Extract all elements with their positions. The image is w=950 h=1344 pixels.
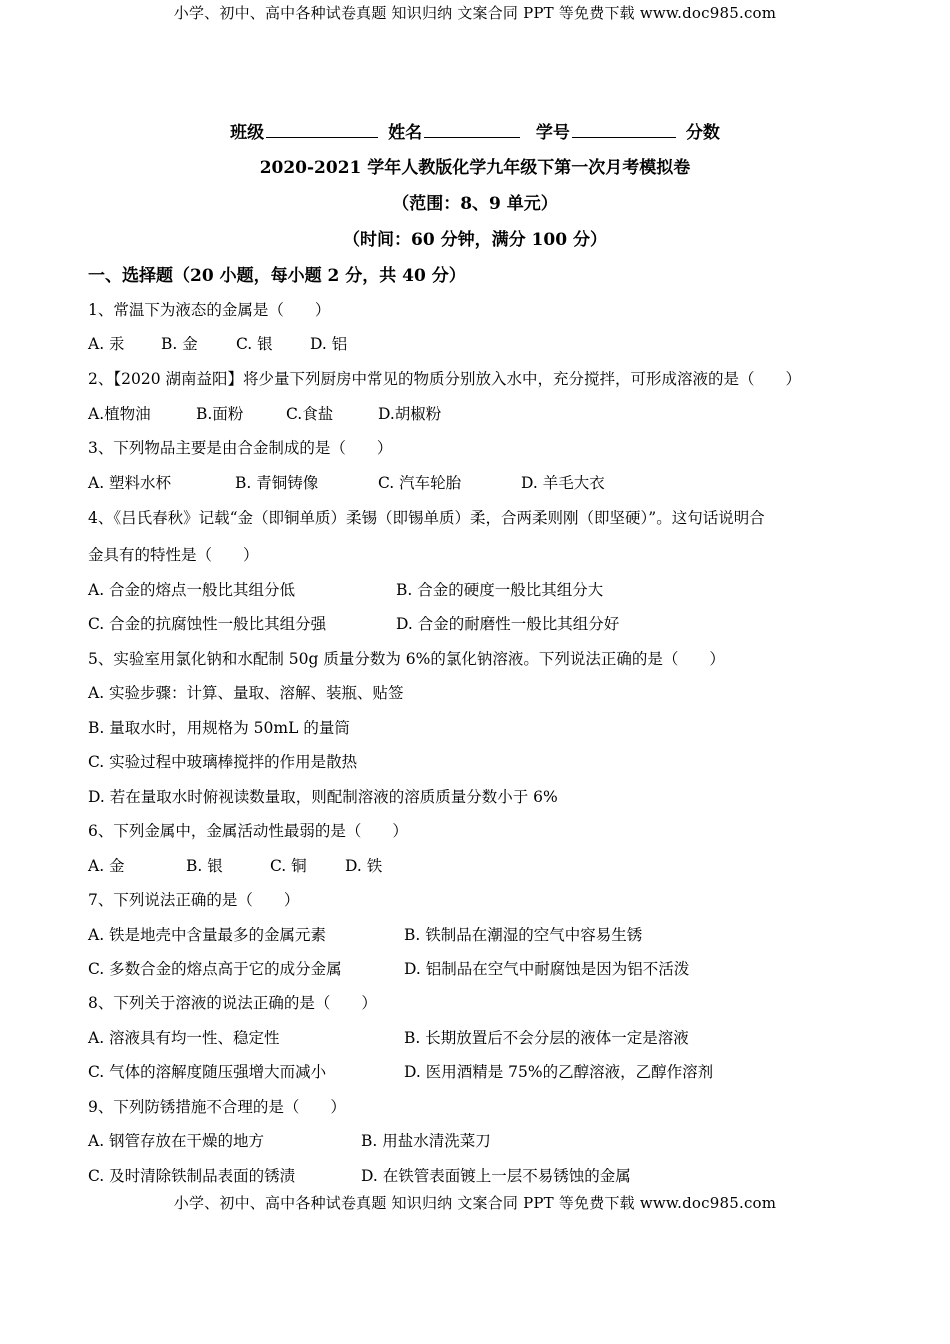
footer-banner: 小学、初中、高中各种试卷真题 知识归纳 文案合同 PPT 等免费下载 www.doc985.com (173, 1194, 777, 1212)
number-blank[interactable] (572, 121, 676, 138)
option: D. 医用酒精是 75%的乙醇溶液，乙醇作溶剂 (404, 1063, 714, 1081)
option: C. 实验过程中玻璃棒搅拌的作用是散热 (88, 753, 358, 771)
class-label: 班级 (230, 123, 265, 143)
option: D. 在铁管表面镀上一层不易锈蚀的金属 (361, 1167, 631, 1185)
option: C. 铜 (270, 857, 307, 875)
option: D. 合金的耐磨性一般比其组分好 (396, 615, 620, 633)
option: D.胡椒粉 (378, 405, 442, 423)
option: C. 多数合金的熔点高于它的成分金属 (88, 960, 342, 978)
option: D. 羊毛大衣 (521, 474, 605, 492)
option: B. 铁制品在潮湿的空气中容易生锈 (404, 926, 643, 944)
name-label: 姓名 (388, 123, 423, 143)
option: A. 汞 (88, 335, 125, 353)
option: A. 合金的熔点一般比其组分低 (88, 581, 296, 599)
question-5: 5、实验室用氯化钠和水配制 50g 质量分数为 6%的氯化钠溶液。下列说法正确的是（ ） (88, 650, 725, 668)
option: A. 溶液具有均一性、稳定性 (88, 1029, 280, 1047)
option: D. 铝 (310, 335, 348, 353)
option: C. 气体的溶解度随压强增大而减小 (88, 1063, 327, 1081)
option: A.植物油 (88, 405, 151, 423)
option: C. 及时清除铁制品表面的锈渍 (88, 1167, 296, 1185)
option: B.面粉 (196, 405, 244, 423)
question-2: 2、【2020 湖南益阳】将少量下列厨房中常见的物质分别放入水中，充分搅拌，可形成溶液的是（ ） (88, 370, 801, 388)
exam-scope: （范围：8、9 单元） (392, 194, 558, 214)
option: D. 铁 (345, 857, 383, 875)
header-banner: 小学、初中、高中各种试卷真题 知识归纳 文案合同 PPT 等免费下载 www.doc985.com (173, 4, 777, 22)
option: C.食盐 (286, 405, 334, 423)
option: B. 金 (161, 335, 198, 353)
option: B. 长期放置后不会分层的液体一定是溶液 (404, 1029, 689, 1047)
option: A. 钢管存放在干燥的地方 (88, 1132, 265, 1150)
question-1: 1、常温下为液态的金属是（ ） (88, 301, 331, 319)
option: C. 合金的抗腐蚀性一般比其组分强 (88, 615, 327, 633)
option: A. 实验步骤：计算、量取、溶解、装瓶、贴签 (88, 684, 404, 702)
option: B. 银 (186, 857, 223, 875)
option: A. 铁是地壳中含量最多的金属元素 (88, 926, 327, 944)
option: A. 塑料水杯 (88, 474, 172, 492)
option: A. 金 (88, 857, 125, 875)
question-4: 4、《吕氏春秋》记载“金（即铜单质）柔锡（即锡单质）柔，合两柔则刚（即坚硬）”。这句话说明合 (88, 509, 765, 527)
question-6: 6、下列金属中，金属活动性最弱的是（ ） (88, 822, 408, 840)
option: B. 量取水时，用规格为 50mL 的量筒 (88, 719, 350, 737)
section-title: 一、选择题（20 小题，每小题 2 分，共 40 分） (88, 266, 466, 286)
option: B. 青铜铸像 (235, 474, 319, 492)
number-label: 学号 (535, 123, 570, 143)
option: D. 铝制品在空气中耐腐蚀是因为铝不活泼 (404, 960, 690, 978)
option: D. 若在量取水时俯视读数量取，则配制溶液的溶质质量分数小于 6% (88, 788, 558, 806)
option: B. 合金的硬度一般比其组分大 (396, 581, 604, 599)
question-9: 9、下列防锈措施不合理的是（ ） (88, 1098, 346, 1116)
student-info-line (0, 118, 950, 143)
name-blank[interactable] (424, 121, 520, 138)
option: C. 银 (236, 335, 273, 353)
question-7: 7、下列说法正确的是（ ） (88, 891, 300, 909)
question-8: 8、下列关于溶液的说法正确的是（ ） (88, 994, 377, 1012)
question-3: 3、下列物品主要是由合金制成的是（ ） (88, 439, 393, 457)
exam-title: 2020-2021 学年人教版化学九年级下第一次月考模拟卷 (259, 158, 691, 178)
question-4-cont: 金具有的特性是（ ） (88, 546, 259, 564)
exam-time: （时间：60 分钟，满分 100 分） (343, 230, 607, 250)
score-label: 分数 (685, 123, 720, 143)
option: B. 用盐水清洗菜刀 (361, 1132, 491, 1150)
option: C. 汽车轮胎 (378, 474, 462, 492)
class-blank[interactable] (266, 121, 378, 138)
